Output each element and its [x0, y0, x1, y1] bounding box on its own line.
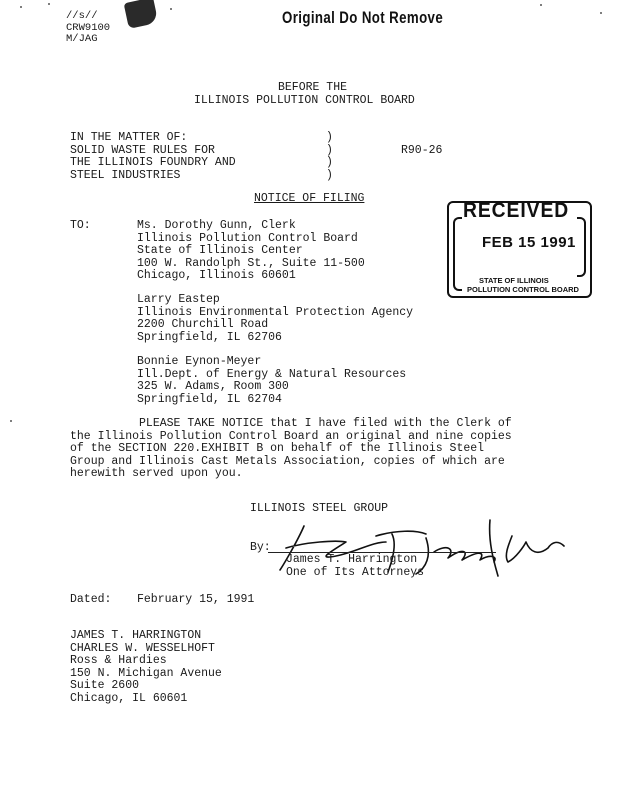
counsel-line: JAMES T. HARRINGTON: [70, 629, 202, 642]
body-line: PLEASE TAKE NOTICE that I have filed with the Clerk of: [70, 417, 512, 430]
recipient-line: Larry Eastep: [137, 293, 220, 306]
scan-speck: [20, 6, 22, 8]
signature-role: One of Its Attorneys: [286, 566, 425, 579]
signature-group: ILLINOIS STEEL GROUP: [250, 502, 389, 515]
recipient-line: Ms. Dorothy Gunn, Clerk: [137, 219, 296, 232]
recipient-line: Ill.Dept. of Energy & Natural Resources: [137, 367, 407, 381]
recipient-block: [137, 220, 365, 283]
to-label: TO:: [70, 219, 91, 232]
notice-title: NOTICE OF FILING: [254, 192, 365, 205]
recipient-line: Bonnie Eynon-Meyer: [137, 355, 262, 368]
paren: ): [326, 143, 333, 157]
dated-value: February 15, 1991: [137, 593, 255, 606]
ref-line: //s//: [66, 10, 98, 22]
counsel-line: Ross & Hardies: [70, 654, 167, 668]
signature-by: By:: [250, 541, 271, 554]
counsel-line: Chicago, IL 60601: [70, 691, 188, 705]
counsel-line: CHARLES W. WESSELHOFT: [70, 641, 215, 655]
stamp-bracket-right: [577, 217, 586, 277]
recipient-line: Illinois Environmental Protection Agency: [137, 305, 414, 319]
received-title: RECEIVED: [463, 199, 570, 222]
ref-line: M/JAG: [66, 33, 98, 45]
notice-body: [70, 418, 512, 481]
recipient-line: Springfield, IL 62704: [137, 392, 282, 406]
docket-number: R90-26: [401, 144, 443, 157]
dated-label: Dated:: [70, 593, 112, 606]
matter-line: SOLID WASTE RULES FOR: [70, 143, 215, 157]
caption-board: ILLINOIS POLLUTION CONTROL BOARD: [194, 94, 415, 107]
original-stamp: Original Do Not Remove: [282, 8, 444, 27]
counsel-line: 150 N. Michigan Avenue: [70, 666, 222, 680]
matter-title: [70, 132, 236, 182]
body-line: Group and Illinois Cast Metals Association, copies of which are: [70, 454, 505, 468]
stamp-bracket-left: [453, 217, 462, 291]
counsel-block: [70, 630, 222, 706]
scan-smudge: [124, 0, 159, 29]
matter-line: STEEL INDUSTRIES: [70, 168, 181, 182]
paren: ): [326, 156, 333, 170]
recipient-line: Chicago, Illinois 60601: [137, 269, 296, 283]
recipient-block: [137, 356, 406, 406]
body-line: of the SECTION 220.EXHIBIT B on behalf of the Illinois Steel: [70, 442, 485, 456]
received-org-line: POLLUTION CONTROL BOARD: [467, 285, 579, 294]
body-line: herewith served upon you.: [70, 467, 243, 481]
received-org-line: STATE OF ILLINOIS: [479, 276, 549, 285]
recipient-line: State of Illinois Center: [137, 244, 303, 258]
recipient-block: [137, 294, 413, 344]
scan-speck: [170, 8, 172, 10]
counsel-line: Suite 2600: [70, 679, 140, 693]
recipient-line: 100 W. Randolph St., Suite 11-500: [137, 256, 365, 270]
caption-before: BEFORE THE: [278, 81, 348, 94]
recipient-line: Illinois Pollution Control Board: [137, 231, 358, 245]
recipient-line: Springfield, IL 62706: [137, 330, 282, 344]
ref-line: CRW9100: [66, 21, 111, 34]
matter-line: THE ILLINOIS FOUNDRY AND: [70, 156, 236, 170]
received-stamp: [447, 201, 592, 298]
scan-speck: [10, 420, 12, 422]
paren: ): [326, 131, 333, 144]
recipient-line: 2200 Churchill Road: [137, 318, 269, 332]
scan-speck: [600, 12, 602, 14]
paren: ): [326, 168, 333, 182]
recipient-line: 325 W. Adams, Room 300: [137, 380, 289, 394]
signature-name: James T. Harrington: [286, 553, 418, 566]
received-date: FEB 15 1991: [482, 234, 576, 251]
body-line: the Illinois Pollution Control Board an original and nine copies: [70, 429, 512, 443]
file-reference: [66, 11, 110, 46]
scan-speck: [48, 3, 50, 5]
matter-parens: [326, 132, 333, 182]
matter-line: IN THE MATTER OF:: [70, 131, 188, 144]
scan-speck: [540, 4, 542, 6]
